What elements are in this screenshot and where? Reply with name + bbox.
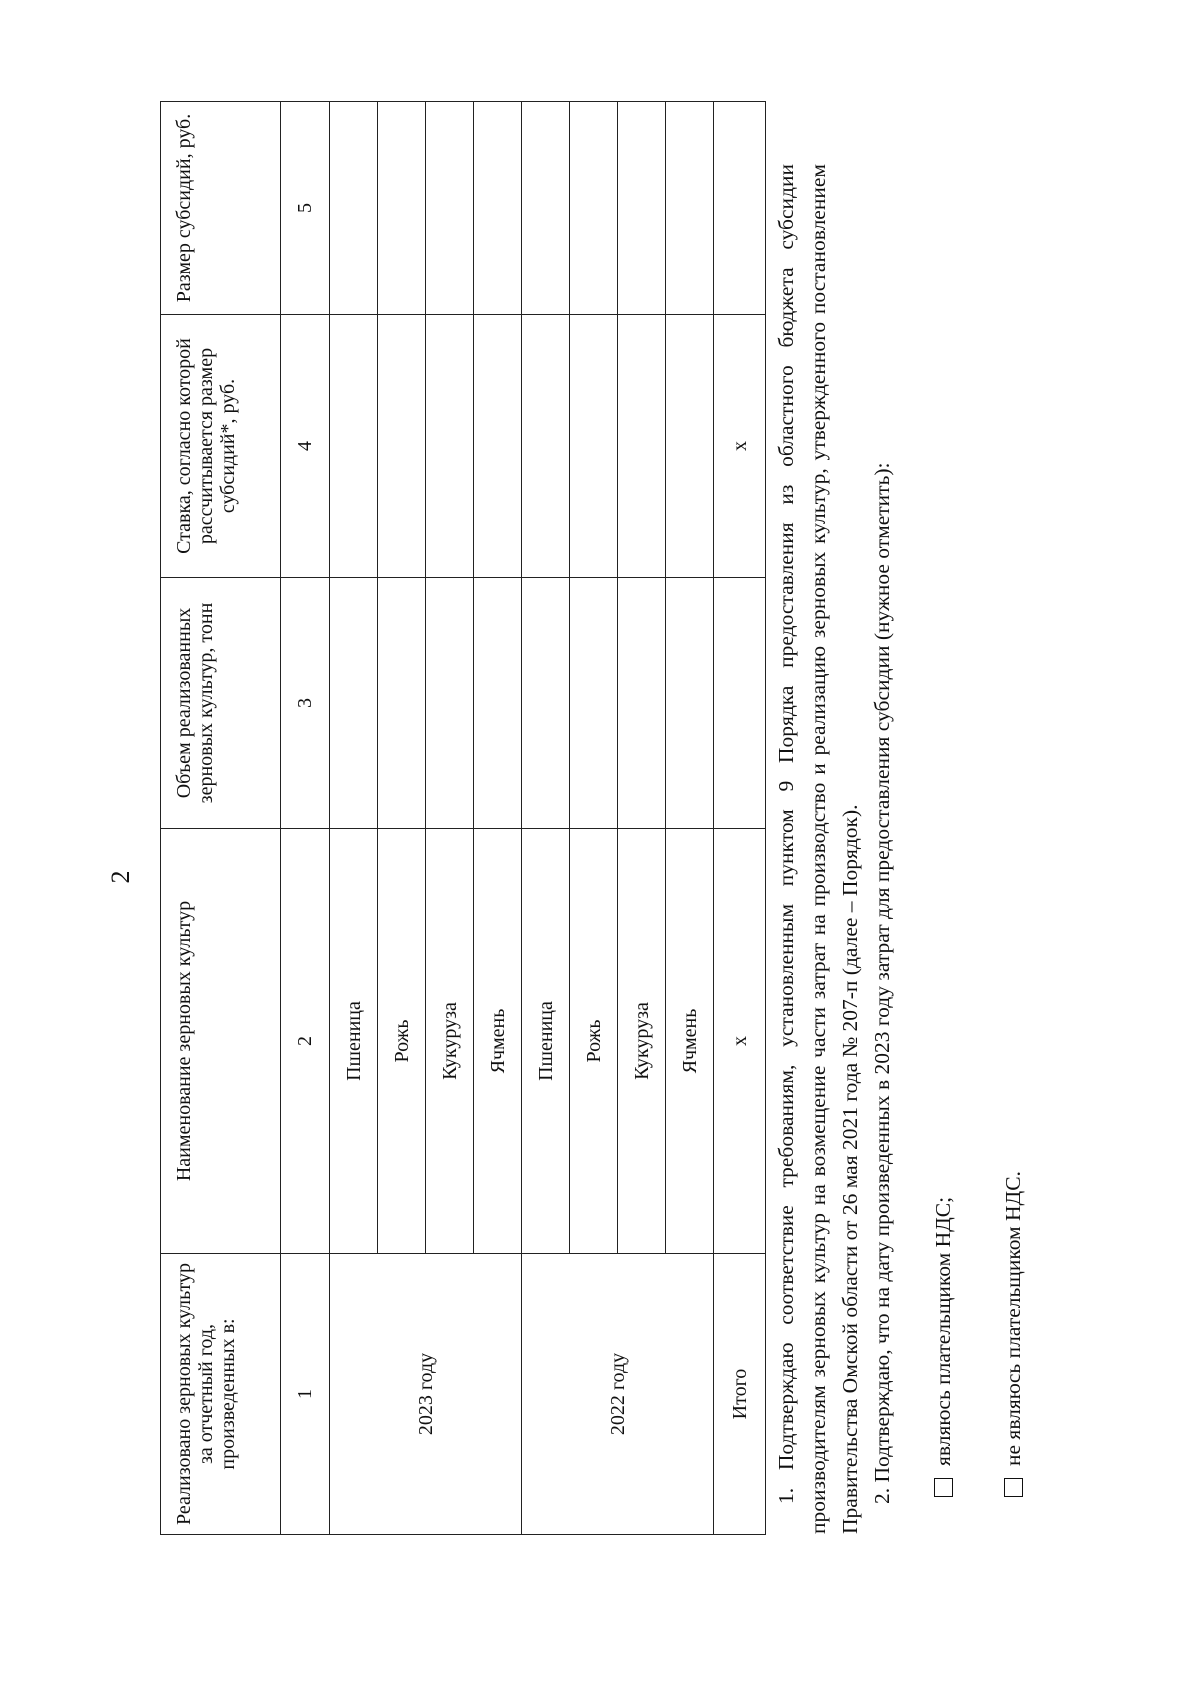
total-row <box>714 102 766 1535</box>
header-crop-name: Наименование зерновых культур <box>161 829 281 1254</box>
column-number: 3 <box>281 578 330 829</box>
crop-name: Ячмень <box>474 829 522 1254</box>
crop-name: Рожь <box>570 829 618 1254</box>
crop-name: Кукуруза <box>426 829 474 1254</box>
rate-cell <box>474 315 522 578</box>
header-rate: Ставка, согласно которой рассчитывается размер субсидий*, руб. <box>161 315 281 578</box>
crop-name: Пшеница <box>330 829 378 1254</box>
subsidy-cell <box>618 102 666 315</box>
volume-cell <box>330 578 378 829</box>
column-number-row <box>281 102 330 1535</box>
volume-cell <box>570 578 618 829</box>
volume-cell <box>474 578 522 829</box>
vat-payer-label: являюсь плательщиком НДС; <box>931 1196 955 1466</box>
header-realized-in: Реализовано зерновых культур за отчетный год, произведенных в: <box>161 1254 281 1535</box>
table-row <box>330 102 378 1535</box>
year-cell-2023: 2023 году <box>330 1254 522 1535</box>
crop-name: Рожь <box>378 829 426 1254</box>
subsidy-cell <box>330 102 378 315</box>
header-subsidy-size: Размер субсидий, руб. <box>161 102 281 315</box>
subsidy-cell <box>426 102 474 315</box>
crop-name: Кукуруза <box>618 829 666 1254</box>
rate-cell <box>666 315 714 578</box>
rate-cell <box>378 315 426 578</box>
total-crop-mark: x <box>714 829 766 1254</box>
subsidy-cell <box>522 102 570 315</box>
non-vat-payer-label: не являюсь плательщиком НДС. <box>1001 1171 1025 1466</box>
non-vat-payer-option[interactable] <box>1000 1171 1026 1497</box>
column-number: 5 <box>281 102 330 315</box>
volume-cell <box>378 578 426 829</box>
crop-name: Пшеница <box>522 829 570 1254</box>
column-number: 4 <box>281 315 330 578</box>
header-volume: Объем реализованных зерновых культур, тонн <box>161 578 281 829</box>
vat-payer-checkbox[interactable] <box>934 1478 953 1497</box>
table-row <box>522 102 570 1535</box>
volume-cell <box>426 578 474 829</box>
subsidy-cell <box>570 102 618 315</box>
grain-subsidy-table <box>160 101 766 1535</box>
volume-cell <box>618 578 666 829</box>
column-number: 2 <box>281 829 330 1254</box>
confirmation-text <box>770 164 898 1534</box>
rate-cell <box>330 315 378 578</box>
rate-cell <box>426 315 474 578</box>
total-label: Итого <box>714 1254 766 1535</box>
paragraph-2: 2. Подтверждаю, что на дату произведенных в 2023 году затрат для предоставления субсидии (нужное отметить): <box>870 462 894 1504</box>
subsidy-cell <box>474 102 522 315</box>
subsidy-cell <box>666 102 714 315</box>
table-header-row <box>161 102 281 1535</box>
year-cell-2022: 2022 году <box>522 1254 714 1535</box>
total-volume-cell <box>714 578 766 829</box>
volume-cell <box>666 578 714 829</box>
rate-cell <box>522 315 570 578</box>
volume-cell <box>522 578 570 829</box>
total-rate-mark: x <box>714 315 766 578</box>
page-number: 2 <box>106 870 135 884</box>
crop-name: Ячмень <box>666 829 714 1254</box>
non-vat-payer-checkbox[interactable] <box>1004 1478 1023 1497</box>
rate-cell <box>618 315 666 578</box>
subsidy-cell <box>378 102 426 315</box>
rate-cell <box>570 315 618 578</box>
paragraph-1: 1. Подтверждаю соответствие требованиям, установленным пунктом 9 Порядка предоставления из областного бюджета субсидии производителям зерновых культур на возмещение части затрат на производство и реализацию зерновых культур, утвержденного постановлением Правительства Омской области от 26 мая 2021 года № 207-п (далее – Порядок). <box>774 164 862 1534</box>
total-subsidy-cell <box>714 102 766 315</box>
column-number: 1 <box>281 1254 330 1535</box>
vat-payer-option[interactable] <box>930 1197 956 1497</box>
